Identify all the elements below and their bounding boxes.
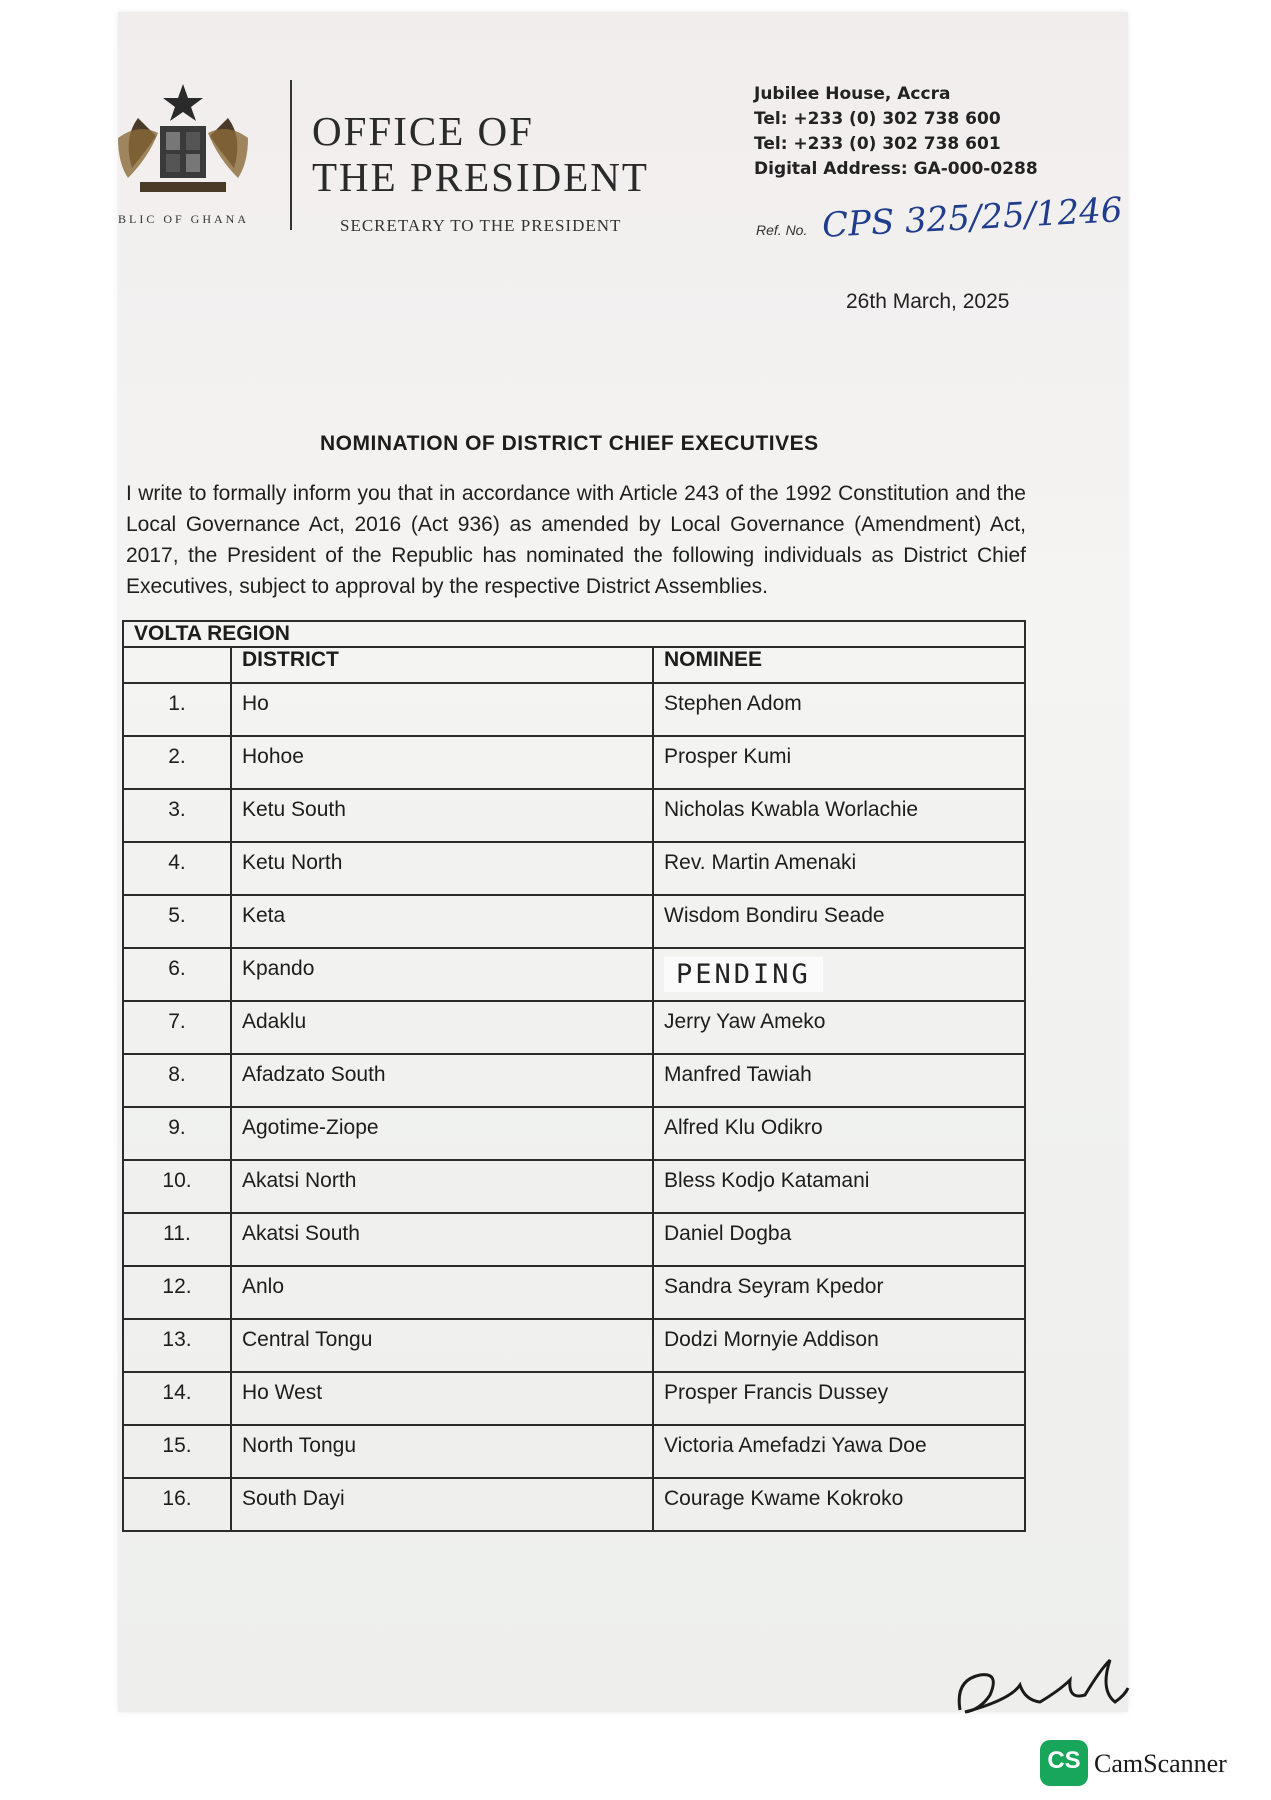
row-number: 13. <box>123 1319 231 1372</box>
region-title: VOLTA REGION <box>123 621 1025 647</box>
address-block <box>754 82 1038 182</box>
nominees-table <box>122 620 1026 1532</box>
office-title-line2: THE PRESIDENT <box>312 154 649 200</box>
table-row <box>123 1319 1025 1372</box>
header-nominee: NOMINEE <box>653 647 1025 683</box>
row-nominee: Jerry Yaw Ameko <box>653 1001 1025 1054</box>
row-nominee: Daniel Dogba <box>653 1213 1025 1266</box>
row-nominee: Bless Kodjo Katamani <box>653 1160 1025 1213</box>
table-row <box>123 1266 1025 1319</box>
letter-date: 26th March, 2025 <box>846 290 1010 313</box>
header-number <box>123 647 231 683</box>
ref-label: Ref. No. <box>756 222 808 238</box>
letter-body: I write to formally inform you that in accordance with Article 243 of the 1992 Constitution and the Local Governance Act, 2016 (Act 936) as amended by Local Governance (Amendment) Act, 2017, the President of the Republic has nominated the following individuals as District Chief Executives, subject to approval by the respective District Assemblies. <box>126 482 1026 598</box>
row-nominee: Prosper Kumi <box>653 736 1025 789</box>
row-number: 4. <box>123 842 231 895</box>
row-number: 10. <box>123 1160 231 1213</box>
row-number: 5. <box>123 895 231 948</box>
table-row <box>123 1478 1025 1531</box>
row-district: Ho <box>231 683 653 736</box>
row-number: 7. <box>123 1001 231 1054</box>
row-district: South Dayi <box>231 1478 653 1531</box>
table-row <box>123 1054 1025 1107</box>
table-row <box>123 736 1025 789</box>
table-row <box>123 948 1025 1001</box>
row-district: Ketu South <box>231 789 653 842</box>
row-number: 3. <box>123 789 231 842</box>
row-district: Adaklu <box>231 1001 653 1054</box>
table-row <box>123 789 1025 842</box>
address-line: Digital Address: GA-000-0288 <box>754 159 1038 179</box>
table-row <box>123 895 1025 948</box>
row-district: Anlo <box>231 1266 653 1319</box>
row-number: 9. <box>123 1107 231 1160</box>
row-nominee: Wisdom Bondiru Seade <box>653 895 1025 948</box>
row-district: Agotime-Ziope <box>231 1107 653 1160</box>
table-row <box>123 683 1025 736</box>
table-row <box>123 1001 1025 1054</box>
row-district: Akatsi South <box>231 1213 653 1266</box>
row-district: Keta <box>231 895 653 948</box>
office-subtitle: SECRETARY TO THE PRESIDENT <box>340 216 622 235</box>
row-number: 8. <box>123 1054 231 1107</box>
row-nominee: Victoria Amefadzi Yawa Doe <box>653 1425 1025 1478</box>
coat-caption: BLIC OF GHANA <box>118 212 250 226</box>
row-nominee: Dodzi Mornyie Addison <box>653 1319 1025 1372</box>
signature-icon <box>950 1640 1130 1720</box>
table-row <box>123 1160 1025 1213</box>
row-nominee: Sandra Seyram Kpedor <box>653 1266 1025 1319</box>
row-number: 2. <box>123 736 231 789</box>
row-district: Kpando <box>231 948 653 1001</box>
row-number: 14. <box>123 1372 231 1425</box>
row-number: 15. <box>123 1425 231 1478</box>
region-row <box>123 621 1025 647</box>
office-title <box>312 108 649 200</box>
address-line: Tel: +233 (0) 302 738 600 <box>754 109 1001 129</box>
ref-number: CPS 325/25/1246 <box>821 190 1124 246</box>
coat-of-arms-icon <box>118 78 248 206</box>
camscanner-label: CamScanner <box>1094 1749 1227 1778</box>
row-nominee <box>653 948 1025 1001</box>
row-district: Ketu North <box>231 842 653 895</box>
letterhead-divider <box>290 80 292 230</box>
row-district: North Tongu <box>231 1425 653 1478</box>
letter-heading: NOMINATION OF DISTRICT CHIEF EXECUTIVES <box>320 432 819 455</box>
row-nominee: Rev. Martin Amenaki <box>653 842 1025 895</box>
office-title-line1: OFFICE OF <box>312 108 534 154</box>
row-nominee: Stephen Adom <box>653 683 1025 736</box>
pending-stamp: PENDING <box>664 957 823 992</box>
table-row <box>123 1107 1025 1160</box>
row-district: Ho West <box>231 1372 653 1425</box>
row-number: 1. <box>123 683 231 736</box>
row-district: Hohoe <box>231 736 653 789</box>
table-row <box>123 1372 1025 1425</box>
address-line: Tel: +233 (0) 302 738 601 <box>754 134 1001 154</box>
header-district: DISTRICT <box>231 647 653 683</box>
table-row <box>123 1425 1025 1478</box>
table-row <box>123 1213 1025 1266</box>
row-district: Central Tongu <box>231 1319 653 1372</box>
row-number: 6. <box>123 948 231 1001</box>
row-nominee: Manfred Tawiah <box>653 1054 1025 1107</box>
row-nominee: Courage Kwame Kokroko <box>653 1478 1025 1531</box>
row-district: Afadzato South <box>231 1054 653 1107</box>
camscanner-logo-icon: CS <box>1040 1740 1088 1786</box>
row-nominee: Alfred Klu Odikro <box>653 1107 1025 1160</box>
row-number: 16. <box>123 1478 231 1531</box>
address-line: Jubilee House, Accra <box>754 84 951 104</box>
row-number: 11. <box>123 1213 231 1266</box>
row-nominee: Prosper Francis Dussey <box>653 1372 1025 1425</box>
table-header-row <box>123 647 1025 683</box>
row-number: 12. <box>123 1266 231 1319</box>
row-district: Akatsi North <box>231 1160 653 1213</box>
row-nominee: Nicholas Kwabla Worlachie <box>653 789 1025 842</box>
table-row <box>123 842 1025 895</box>
table-body <box>123 683 1025 1531</box>
